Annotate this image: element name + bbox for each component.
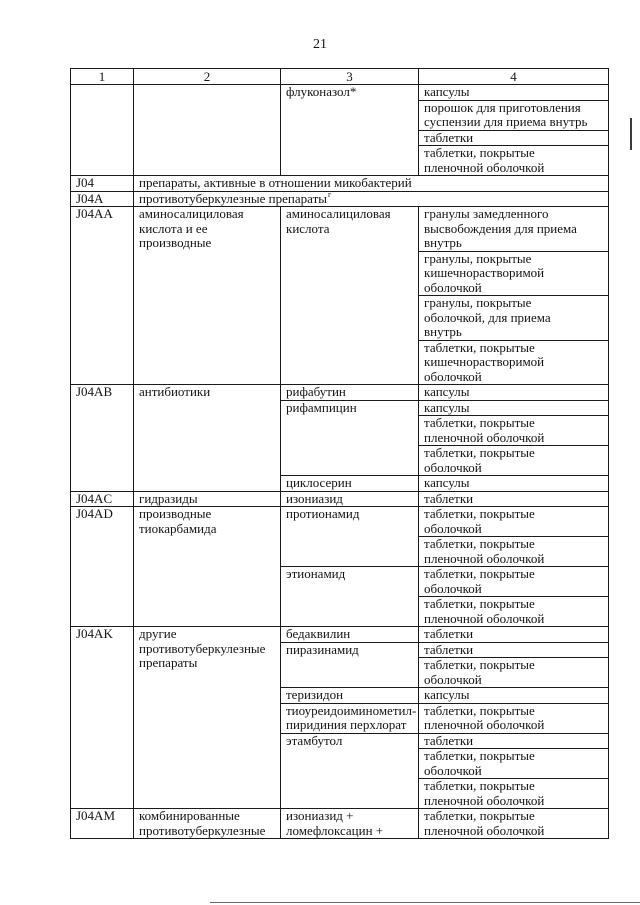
substance-name-line: тиоуреидоиминометил- <box>286 703 417 718</box>
dosage-form-line: таблетки, покрытые <box>424 566 535 581</box>
dosage-form-cell <box>419 491 609 507</box>
group-name-cell <box>134 207 281 385</box>
dosage-form-line: таблетки, покрытые <box>424 778 535 793</box>
dosage-form-line: капсулы <box>424 475 470 490</box>
dosage-form-line: пленочной оболочкой <box>424 717 545 732</box>
dosage-form-cell <box>419 658 609 688</box>
atc-code: J04AA <box>76 206 113 221</box>
dosage-form-line: капсулы <box>424 687 470 702</box>
dosage-form-line: капсулы <box>424 84 470 99</box>
group-name-line: противотуберкулезные <box>139 822 266 838</box>
dosage-form-line: высвобождения для приема <box>424 220 577 236</box>
group-name-cell <box>134 809 281 839</box>
substance-name-line: этионамид <box>286 566 346 581</box>
dosage-form-cell <box>419 567 609 597</box>
group-name-cell <box>134 507 281 627</box>
atc-code-cell <box>71 809 134 839</box>
dosage-form-line: оболочкой <box>424 520 482 536</box>
group-name-cell <box>134 491 281 507</box>
table-row <box>71 809 609 839</box>
substance-cell <box>281 491 419 507</box>
substance-cell <box>281 400 419 476</box>
dosage-form-line: таблетки, покрытые <box>424 340 535 355</box>
group-name-line: антибиотики <box>139 384 211 399</box>
substance-name-line: кислота <box>286 220 330 236</box>
group-name-cell <box>134 385 281 492</box>
table-row <box>71 627 609 643</box>
dosage-form-line: таблетки, покрытые <box>424 145 535 160</box>
dosage-form-line: таблетки, покрытые <box>424 506 535 521</box>
substance-name-line: рифампицин <box>286 400 357 415</box>
substance-name-line: этамбутол <box>286 733 343 748</box>
dosage-form-cell <box>419 779 609 809</box>
dosage-form-cell <box>419 537 609 567</box>
substance-cell <box>281 476 419 492</box>
dosage-form-line: оболочкой <box>424 368 482 384</box>
table-row <box>71 176 609 192</box>
atc-code-cell <box>71 507 134 627</box>
dosage-form-cell <box>419 507 609 537</box>
group-heading <box>139 176 605 191</box>
group-heading-cell <box>134 176 609 192</box>
group-name-cell <box>134 627 281 809</box>
dosage-form-line: таблетки <box>424 130 474 145</box>
dosage-form-cell <box>419 809 609 839</box>
dosage-form-cell <box>419 130 609 146</box>
dosage-form-line: оболочкой <box>424 279 482 295</box>
dosage-form-line: пленочной оболочкой <box>424 429 545 445</box>
atc-code-cell <box>71 385 134 492</box>
substance-cell <box>281 567 419 627</box>
page-number: 21 <box>313 37 327 52</box>
table-header <box>71 69 609 85</box>
dosage-form-line: таблетки, покрытые <box>424 657 535 672</box>
group-name-line: производные <box>139 506 212 521</box>
substance-cell <box>281 688 419 704</box>
dosage-form-cell <box>419 733 609 749</box>
dosage-form-line: оболочкой <box>424 580 482 596</box>
dosage-form-line: капсулы <box>424 400 470 415</box>
dosage-form-line: суспензии для приема внутрь <box>424 114 588 129</box>
dosage-form-line: гранулы, покрытые <box>424 295 532 310</box>
dosage-form-cell <box>419 749 609 779</box>
atc-code: J04AD <box>76 506 113 521</box>
atc-code: J04AK <box>76 626 113 641</box>
table-row <box>71 385 609 401</box>
dosage-form-line: пленочной оболочкой <box>424 792 545 808</box>
dosage-form-line: оболочкой <box>424 671 482 687</box>
atc-code: J04 <box>76 175 95 190</box>
dosage-form-line: таблетки <box>424 491 474 506</box>
dosage-form-line: пленочной оболочкой <box>424 550 545 566</box>
dosage-form-cell <box>419 597 609 627</box>
atc-code-cell <box>71 191 134 207</box>
table-row <box>71 507 609 537</box>
dosage-form-line: оболочкой <box>424 762 482 778</box>
dosage-form-cell <box>419 703 609 733</box>
dosage-form-line: таблетки, покрытые <box>424 808 535 823</box>
dosage-form-cell <box>419 476 609 492</box>
dosage-form-line: кишечнорастворимой <box>424 354 545 369</box>
substance-cell <box>281 85 419 176</box>
atc-code: J04AC <box>76 491 113 506</box>
scan-mark <box>630 118 632 150</box>
substance-cell <box>281 207 419 385</box>
dosage-form-cell <box>419 85 609 101</box>
substance-name-line: циклосерин <box>286 475 352 490</box>
dosage-form-cell <box>419 100 609 130</box>
atc-code: J04A <box>76 191 104 206</box>
column-header-2: 2 <box>134 69 281 85</box>
substance-name-line: флуконазол* <box>286 84 357 99</box>
group-name-line: другие <box>139 626 177 641</box>
substance-cell <box>281 703 419 733</box>
substance-cell <box>281 642 419 688</box>
dosage-form-line: таблетки <box>424 626 474 641</box>
dosage-form-cell <box>419 400 609 416</box>
group-name-line: препараты <box>139 655 198 670</box>
dosage-form-cell <box>419 688 609 704</box>
dosage-form-cell <box>419 642 609 658</box>
dosage-form-line: оболочкой, для приема <box>424 309 551 325</box>
drug-table <box>70 68 609 839</box>
dosage-form-cell <box>419 340 609 385</box>
dosage-form-cell <box>419 385 609 401</box>
substance-cell <box>281 733 419 809</box>
dosage-form-line: таблетки, покрытые <box>424 748 535 763</box>
substance-name-line: пиридиния перхлорат <box>286 717 407 732</box>
dosage-form-line: таблетки, покрытые <box>424 415 535 430</box>
group-name-line: кислота и ее <box>139 220 208 236</box>
substance-name-line: изониазид + <box>286 808 354 823</box>
drug-table-body <box>71 85 609 839</box>
dosage-form-cell <box>419 627 609 643</box>
dosage-form-cell <box>419 146 609 176</box>
dosage-form-line: оболочкой <box>424 459 482 475</box>
atc-code-cell <box>71 627 134 809</box>
atc-code-cell <box>71 176 134 192</box>
dosage-form-line: пленочной оболочкой <box>424 610 545 626</box>
footnote-mark: г <box>327 191 332 199</box>
group-name-line: комбинированные <box>139 808 240 823</box>
dosage-form-line: пленочной оболочкой <box>424 822 545 838</box>
dosage-form-line: порошок для приготовления <box>424 100 581 115</box>
dosage-form-line: гранулы замедленного <box>424 206 549 221</box>
dosage-form-line: таблетки, покрытые <box>424 703 535 718</box>
column-header-1: 1 <box>71 69 134 85</box>
scan-edge-line <box>210 902 640 903</box>
substance-cell <box>281 385 419 401</box>
substance-name-line: бедаквилин <box>286 626 351 641</box>
dosage-form-line: пленочной оболочкой <box>424 159 545 175</box>
group-heading <box>139 192 605 207</box>
dosage-form-cell <box>419 416 609 446</box>
group-name-line: производные <box>139 235 212 250</box>
substance-cell <box>281 507 419 567</box>
group-name-line: аминосалициловая <box>139 206 244 221</box>
dosage-form-line: гранулы, покрытые <box>424 251 532 266</box>
dosage-form-line: внутрь <box>424 235 462 250</box>
substance-name-line: рифабутин <box>286 384 346 399</box>
substance-name-line: ломефлоксацин + <box>286 822 384 838</box>
atc-code-cell <box>71 85 134 176</box>
group-name-line: тиокарбамида <box>139 520 217 536</box>
group-name-cell <box>134 85 281 176</box>
group-name-line: гидразиды <box>139 491 198 506</box>
substance-name-line: аминосалициловая <box>286 206 391 221</box>
atc-code-cell <box>71 207 134 385</box>
dosage-form-cell <box>419 446 609 476</box>
dosage-form-line: капсулы <box>424 384 470 399</box>
dosage-form-line: таблетки <box>424 642 474 657</box>
substance-cell <box>281 809 419 839</box>
atc-code-cell <box>71 491 134 507</box>
substance-name-line: протионамид <box>286 506 360 521</box>
atc-code: J04AM <box>76 808 116 823</box>
column-header-4: 4 <box>419 69 609 85</box>
dosage-form-line: таблетки, покрытые <box>424 445 535 460</box>
table-row <box>71 491 609 507</box>
column-header-3: 3 <box>281 69 419 85</box>
dosage-form-line: таблетки <box>424 733 474 748</box>
dosage-form-line: таблетки, покрытые <box>424 536 535 551</box>
group-heading-text: противотуберкулезные препараты <box>139 191 327 206</box>
dosage-form-cell <box>419 251 609 296</box>
atc-code: J04AB <box>76 384 113 399</box>
group-name-line: противотуберкулезные <box>139 640 266 656</box>
dosage-form-cell <box>419 207 609 252</box>
substance-name-line: теризидон <box>286 687 344 702</box>
group-heading-cell <box>134 191 609 207</box>
dosage-form-line: таблетки, покрытые <box>424 596 535 611</box>
substance-name-line: пиразинамид <box>286 642 359 657</box>
dosage-form-cell <box>419 296 609 341</box>
table-row <box>71 191 609 207</box>
group-heading-text: препараты, активные в отношении микобактерий <box>139 175 412 190</box>
substance-cell <box>281 627 419 643</box>
table-row <box>71 85 609 101</box>
dosage-form-line: внутрь <box>424 324 462 339</box>
table-row <box>71 207 609 252</box>
header-row <box>71 69 609 85</box>
dosage-form-line: кишечнорастворимой <box>424 265 545 280</box>
substance-name-line: изониазид <box>286 491 343 506</box>
